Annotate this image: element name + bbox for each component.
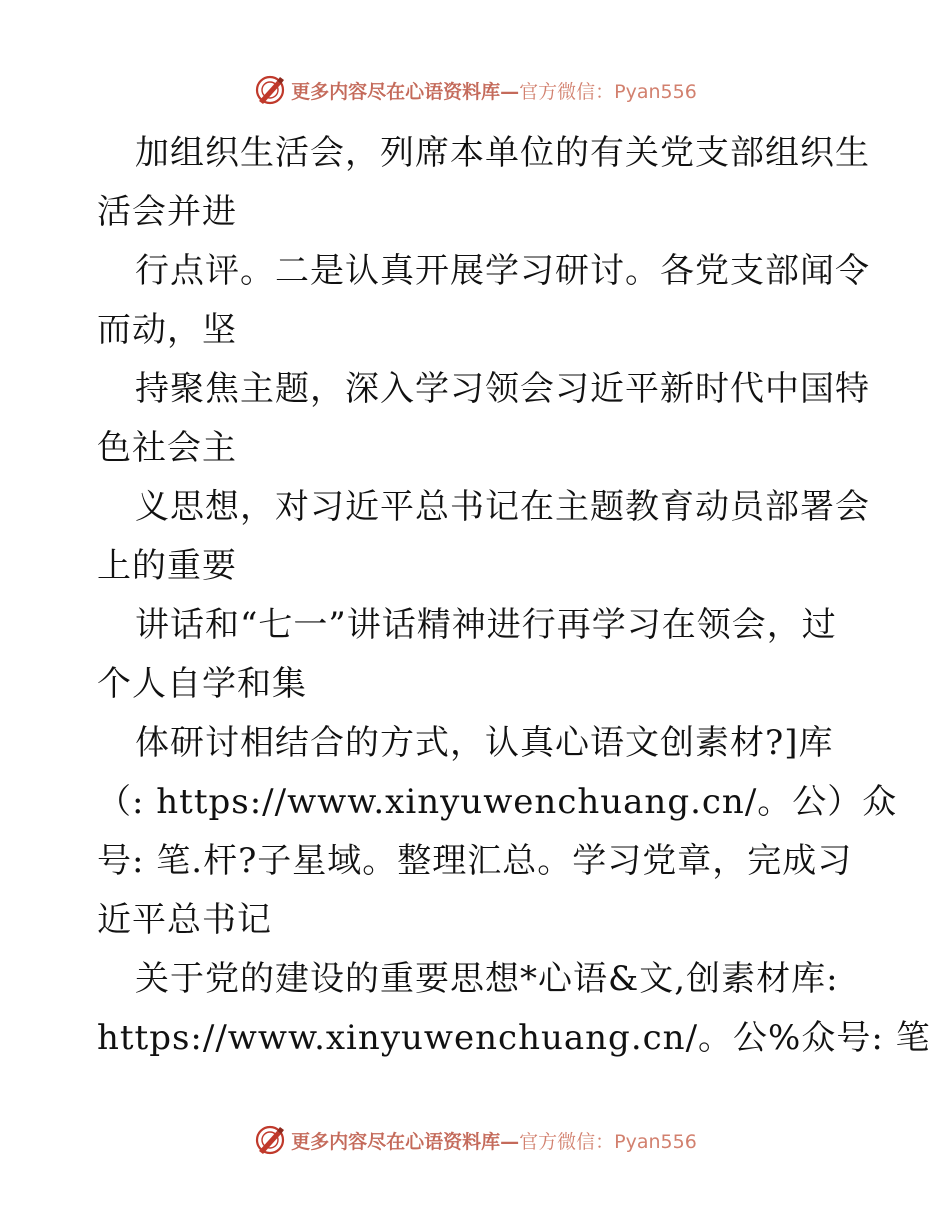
text-line: 号: 笔.杆?子星域。整理汇总。学习党章，完成习 <box>97 841 853 881</box>
text-line: 关于党的建设的重要思想*心语&文,创素材库: <box>135 959 839 999</box>
banner-promo-text: 更多内容尽在心语资料库— <box>291 1130 520 1153</box>
text-line: 体研讨相结合的方式，认真心语文创素材?]库 <box>135 723 834 763</box>
header-banner <box>0 70 950 110</box>
text-line: 持聚焦主题，深入学习领会习近平新时代中国特 <box>135 369 870 409</box>
text-line: 而动，坚 <box>97 310 237 350</box>
document-body <box>97 124 931 1068</box>
footer-banner <box>0 1120 950 1160</box>
text-line: 行点评。二是认真开展学习研讨。各党支部闻令 <box>135 251 870 291</box>
text-line: 讲话和“七一”讲话精神进行再学习在领会，过 <box>135 605 837 645</box>
text-line: 上的重要 <box>97 546 237 586</box>
pen-logo-icon <box>253 1123 287 1157</box>
pen-logo-icon <box>253 73 287 107</box>
banner-wechat-text: 官方微信：Pyan556 <box>519 80 697 103</box>
text-line: https://www.xinyuwenchuang.cn/。公%众号: 笔 <box>97 1018 931 1058</box>
banner-wechat-text: 官方微信：Pyan556 <box>519 1130 697 1153</box>
text-line: 活会并进 <box>97 192 237 232</box>
text-line: 加组织生活会，列席本单位的有关党支部组织生 <box>135 133 870 173</box>
text-line: 色社会主 <box>97 428 237 468</box>
text-line: 义思想，对习近平总书记在主题教育动员部署会 <box>135 487 870 527</box>
banner-promo-text: 更多内容尽在心语资料库— <box>291 80 520 103</box>
text-line: （: https://www.xinyuwenchuang.cn/。公）众 <box>97 782 898 822</box>
text-line: 近平总书记 <box>97 900 272 940</box>
text-line: 个人自学和集 <box>97 664 307 704</box>
